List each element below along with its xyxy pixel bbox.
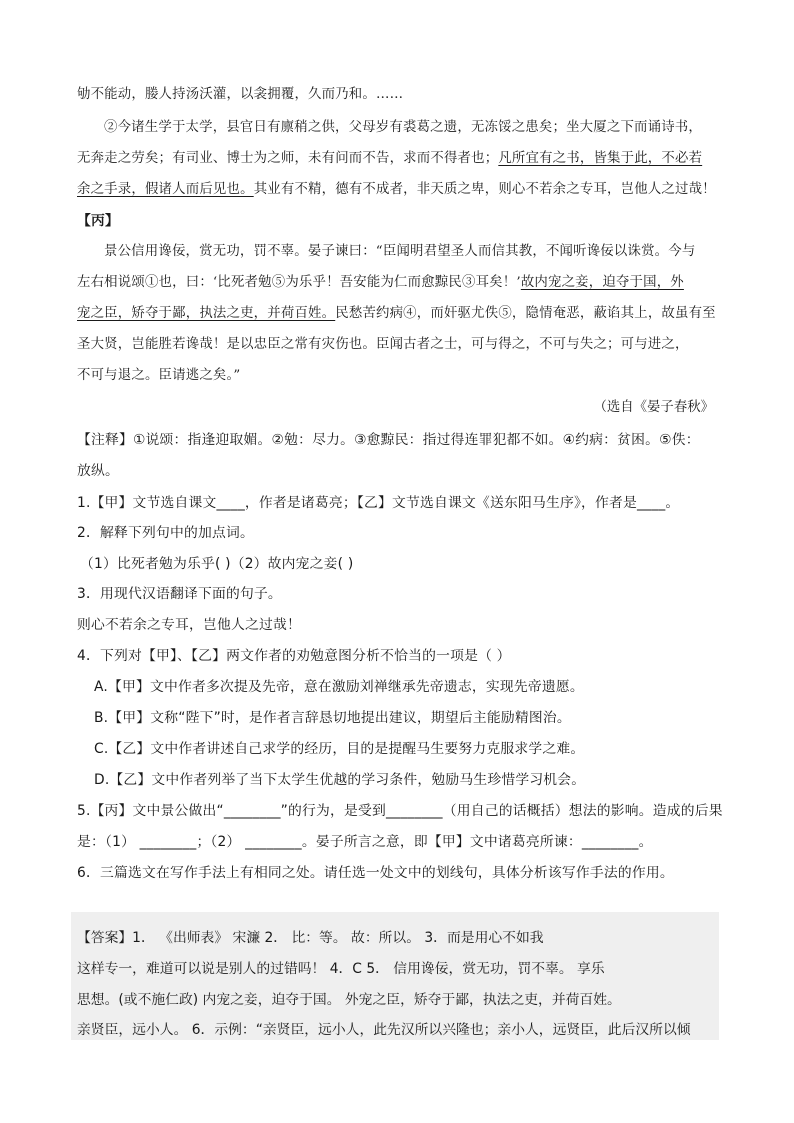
answer-line: 【答案】1． 《出师表》 宋濂 2． 比：等。 故：所以。 3．而是用心不如我 — [77, 930, 544, 946]
underlined-sentence: 宠之臣，矫夺于鄙，执法之吏，并荷百姓。 — [77, 306, 336, 321]
question-4-option-b: B.【甲】文称“陛下”时，是作者言辞恳切地提出建议，期望后主能励精图治。 — [94, 710, 571, 726]
question-4: 4．下列对【甲】、【乙】两文作者的劝勉意图分析不恰当的一项是（ ） — [77, 648, 511, 664]
question-2: 2．解释下列句中的加点词。 — [77, 525, 254, 541]
question-3: 3．用现代汉语翻译下面的句子。 — [77, 586, 282, 602]
passage-line: ②今诸生学于太学，县官日有廪稍之供，父母岁有裘葛之遗，无冻馁之患矣；坐大厦之下而诵诗书， — [104, 120, 702, 135]
question-5: 5.【丙】文中景公做出“________”的行为，是受到________（用自己的话概括）想法的影响。造成的后果 — [77, 803, 723, 819]
question-6: 6．三篇选文在写作手法上有相同之处。请任选一处文中的划线句，具体分析该写作手法的作用。 — [77, 865, 674, 881]
passage-line: 劬不能动，媵人持汤沃灌，以衾拥覆，久而乃和。…… — [77, 87, 404, 102]
underlined-sentence: 故内宠之妾，迫夺于国，外 — [520, 275, 684, 290]
answer-line: 思想。(或不施仁政) 内宠之妾，迫夺于国。 外宠之臣，矫夺于鄙，执法之吏，并荷百姓。 — [77, 992, 621, 1008]
question-4-option-d: D.【乙】文中作者列举了当下太学生优越的学习条件，勉励马生珍惜学习机会。 — [94, 772, 586, 788]
source-citation: （选自《晏子春秋》 — [593, 400, 714, 415]
notes-line: 放纵。 — [77, 463, 119, 479]
passage-line — [77, 178, 717, 197]
underlined-sentence: 凡所宜有之书，皆集于此，不必若 — [498, 151, 703, 166]
passage-text: 民愁苦约病④，而奸驱尤佚⑤，隐情奄恶，蔽谄其上，故虽有至 — [335, 306, 716, 321]
passage-line — [77, 147, 717, 166]
passage-line: 景公信用谗佞，赏无功，罚不辜。晏子谏曰：“臣闻明君望圣人而信其教，不闻听谗佞以诛赏。今与 — [104, 244, 696, 259]
question-3-sentence: 则心不若余之专耳，岂他人之过哉！ — [77, 617, 301, 633]
passage-line — [77, 302, 717, 321]
question-2-items: （1）比死者勉为乐乎( )（2）故内宠之妾( ) — [80, 556, 354, 572]
passage-line — [77, 271, 717, 290]
answer-line: 这样专一，难道可以说是别人的过错吗！ 4．C 5． 信用谗佞，赏无功，罚不辜。 享乐 — [77, 961, 605, 977]
passage-text: 左右相说颂①也，曰：‘比死者勉⑤为乐乎！吾安能为仁而愈黥民③耳矣！’ — [77, 275, 521, 290]
passage-text: 其业有不精，德有不成者，非天质之卑，则心不若余之专耳，岂他人之过哉！ — [253, 182, 716, 197]
question-4-option-c: C.【乙】文中作者讲述自己求学的经历，目的是提醒马生要努力克服求学之难。 — [94, 741, 585, 757]
answer-line: 亲贤臣，远小人。 6．示例：“亲贤臣，远小人，此先汉所以兴隆也；亲小人，远贤臣，此后汉所以倾 — [77, 1022, 691, 1038]
passage-line: 不可与退之。臣请逃之矣。” — [77, 368, 241, 383]
section-heading-bing: 【丙】 — [77, 213, 119, 229]
passage-text: 无奔走之劳矣；有司业、博士为之师，未有问而不告，求而不得者也； — [77, 151, 499, 166]
question-4-option-a: A.【甲】文中作者多次提及先帝，意在激励刘禅继承先帝遗志，实现先帝遗愿。 — [94, 679, 584, 695]
underlined-sentence: 余之手录，假诸人而后见也。 — [77, 182, 254, 197]
notes-line: 【注释】①说颂：指逢迎取媚。②勉：尽力。③愈黥民：指过得连罪犯都不如。④约病：贫困。⑤佚： — [77, 432, 700, 448]
passage-line: 圣大贤，岂能胜若谗哉！是以忠臣之常有灾伤也。臣闻古者之士，可与得之，不可与失之；可与进之， — [77, 337, 689, 352]
question-5-cont: 是：（1） ________；（2） ________。晏子所言之意，即【甲】文中诸葛亮所谏：________。 — [77, 834, 653, 850]
question-1: 1.【甲】文节选自课文____，作者是诸葛亮；【乙】文节选自课文《送东阳马生序》，作者是____。 — [77, 495, 680, 511]
